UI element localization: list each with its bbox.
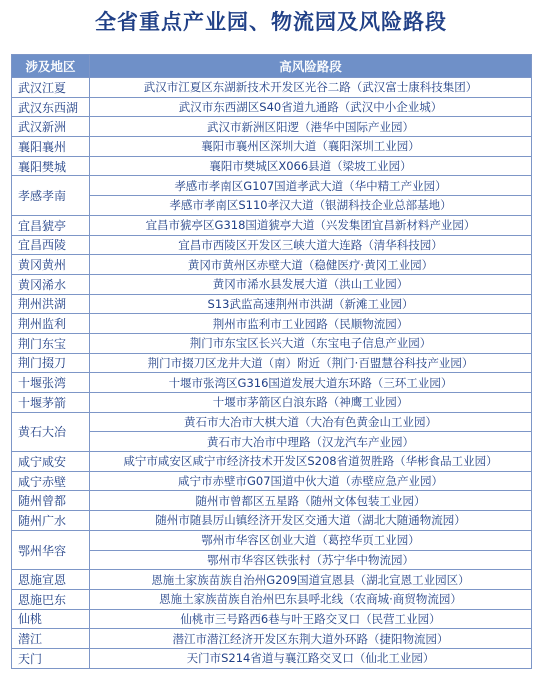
route-cell: 黄石市大冶市中理路（汉龙汽车产业园） [90, 432, 532, 452]
region-cell: 荆州洪湖 [12, 294, 90, 314]
route-cell: 武汉市江夏区东湖新技术开发区光谷二路（武汉富士康科技集团） [90, 78, 532, 98]
route-cell: 仙桃市三号路西6巷与叶王路交叉口（民营工业园） [90, 609, 532, 629]
risk-routes-table [11, 54, 532, 669]
region-cell: 荆州监利 [12, 314, 90, 334]
table-row [12, 432, 532, 452]
route-cell: 黄冈市浠水县发展大道（洪山工业园） [90, 274, 532, 294]
route-cell: 黄冈市黄州区赤壁大道（稳健医疗·黄冈工业园） [90, 255, 532, 275]
table-row [12, 274, 532, 294]
table-row [12, 570, 532, 590]
route-cell: 天门市S214省道与襄江路交叉口（仙北工业园） [90, 648, 532, 668]
region-cell: 咸宁赤壁 [12, 471, 90, 491]
header-route: 高风险路段 [90, 55, 532, 78]
region-cell: 荆门掇刀 [12, 353, 90, 373]
region-cell: 孝感孝南 [12, 176, 90, 215]
table-row [12, 609, 532, 629]
region-cell: 随州广水 [12, 511, 90, 531]
region-cell: 黄石大冶 [12, 412, 90, 451]
route-cell: 咸宁市咸安区咸宁市经济技术开发区S208省道贺胜路（华彬食品工业园） [90, 452, 532, 472]
route-cell: 十堰市茅箭区白浪东路（神鹰工业园） [90, 393, 532, 413]
route-cell: S13武监高速荆州市洪湖（新滩工业园） [90, 294, 532, 314]
route-cell: 十堰市张湾区G316国道发展大道东环路（三环工业园） [90, 373, 532, 393]
route-cell: 荆门市掇刀区龙井大道（南）附近（荆门·百盟慧谷科技产业园） [90, 353, 532, 373]
table-row [12, 196, 532, 216]
region-cell: 十堰茅箭 [12, 393, 90, 413]
table-row [12, 235, 532, 255]
region-cell: 咸宁咸安 [12, 452, 90, 472]
route-cell: 孝感市孝南区G107国道孝武大道（华中精工产业园） [90, 176, 532, 196]
table-row [12, 412, 532, 432]
table-row [12, 78, 532, 98]
table-row [12, 452, 532, 472]
table-row [12, 491, 532, 511]
region-cell: 襄阳樊城 [12, 156, 90, 176]
route-cell: 潜江市潜江经济开发区东荆大道外环路（捷阳物流园） [90, 629, 532, 649]
table-row [12, 156, 532, 176]
route-cell: 鄂州市华容区创业大道（葛控华页工业园） [90, 530, 532, 550]
table-row [12, 255, 532, 275]
region-cell: 黄冈浠水 [12, 274, 90, 294]
region-cell: 天门 [12, 648, 90, 668]
table-row [12, 373, 532, 393]
route-cell: 襄阳市襄州区深圳大道（襄阳深圳工业园） [90, 137, 532, 157]
route-cell: 武汉市东西湖区S40省道九通路（武汉中小企业城） [90, 97, 532, 117]
route-cell: 黄石市大冶市大棋大道（大冶有色黄金山工业园） [90, 412, 532, 432]
route-cell: 孝感市孝南区S110孝汉大道（银湖科技企业总部基地） [90, 196, 532, 216]
route-cell: 宜昌市猇亭区G318国道猇亭大道（兴发集团宜昌新材料产业园） [90, 215, 532, 235]
table-row [12, 137, 532, 157]
route-cell: 武汉市新洲区阳逻（港华中国际产业园） [90, 117, 532, 137]
region-cell: 恩施宣恩 [12, 570, 90, 590]
table-row [12, 511, 532, 531]
region-cell: 武汉新洲 [12, 117, 90, 137]
table-row [12, 589, 532, 609]
table-row [12, 353, 532, 373]
region-cell: 鄂州华容 [12, 530, 90, 569]
region-cell: 武汉东西湖 [12, 97, 90, 117]
route-cell: 咸宁市赤壁市G07国道中伙大道（赤壁应急产业园） [90, 471, 532, 491]
table-row [12, 117, 532, 137]
table-row [12, 629, 532, 649]
table-row [12, 648, 532, 668]
table-row [12, 97, 532, 117]
table-row [12, 215, 532, 235]
header-region: 涉及地区 [12, 55, 90, 78]
route-cell: 荆门市东宝区长兴大道（东宝电子信息产业园） [90, 333, 532, 353]
table-row [12, 530, 532, 550]
table-row [12, 294, 532, 314]
region-cell: 武汉江夏 [12, 78, 90, 98]
table-row [12, 393, 532, 413]
region-cell: 黄冈黄州 [12, 255, 90, 275]
table-row [12, 550, 532, 570]
region-cell: 宜昌猇亭 [12, 215, 90, 235]
route-cell: 鄂州市华容区铁张村（苏宁华中物流园） [90, 550, 532, 570]
region-cell: 荆门东宝 [12, 333, 90, 353]
route-cell: 随州市曾都区五星路（随州文体包装工业园） [90, 491, 532, 511]
region-cell: 十堰张湾 [12, 373, 90, 393]
region-cell: 宜昌西陵 [12, 235, 90, 255]
route-cell: 襄阳市樊城区X066县道（梁坡工业园） [90, 156, 532, 176]
route-cell: 恩施土家族苗族自治州G209国道宣恩县（湖北宣恩工业园区） [90, 570, 532, 590]
route-cell: 随州市随县厉山镇经济开发区交通大道（湖北大随通物流园） [90, 511, 532, 531]
region-cell: 潜江 [12, 629, 90, 649]
region-cell: 襄阳襄州 [12, 137, 90, 157]
table-header-row [12, 55, 532, 78]
region-cell: 随州曾都 [12, 491, 90, 511]
route-cell: 荆州市监利市工业园路（民顺物流园） [90, 314, 532, 334]
table-row [12, 333, 532, 353]
route-cell: 宜昌市西陵区开发区三峡大道大连路（清华科技园） [90, 235, 532, 255]
table-row [12, 314, 532, 334]
region-cell: 恩施巴东 [12, 589, 90, 609]
route-cell: 恩施土家族苗族自治州巴东县呼北线（农商城·商贸物流园） [90, 589, 532, 609]
region-cell: 仙桃 [12, 609, 90, 629]
page-title: 全省重点产业园、物流园及风险路段 [95, 10, 447, 34]
table-row [12, 471, 532, 491]
table-row [12, 176, 532, 196]
